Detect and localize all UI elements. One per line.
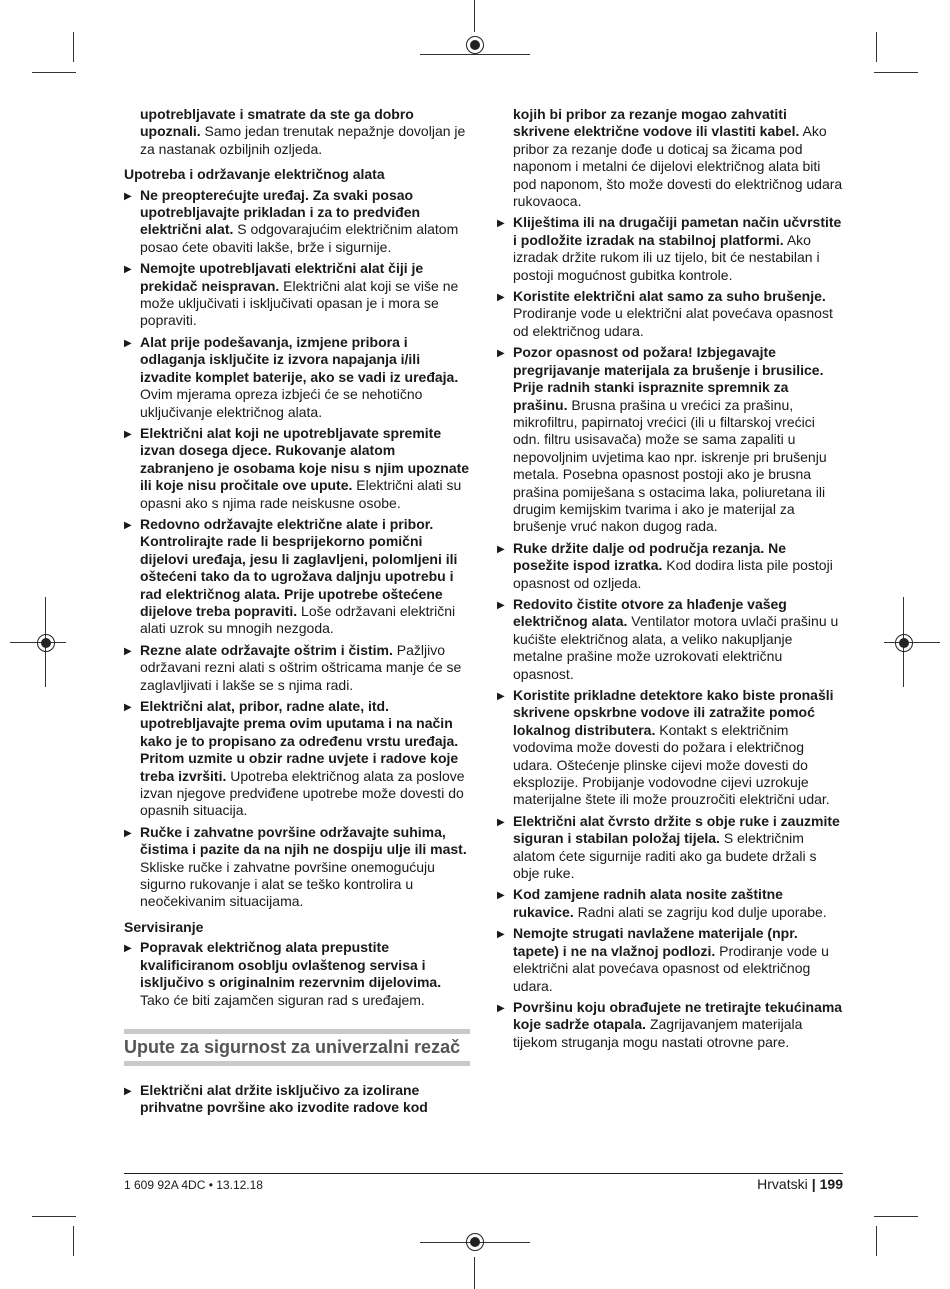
- list-item: ▶ Električni alat, pribor, radne alate, itd. upotrebljavajte prema ovim uputama i na način kako je to propisano za određenu vrstu uređaja. Pritom uzmite u obzir radne uvjete i radove koje treba izvršiti. Upotreba električnog alata za poslove izvan njegove predviđene upotrebe može dovesti do opasnih situacija.: [124, 698, 470, 820]
- page-number: 199: [819, 1176, 843, 1192]
- continuation-paragraph: [124, 106, 470, 158]
- subheading-use-maintenance: Upotreba i održavanje električnog alata: [124, 166, 385, 183]
- language-label: Hrvatski: [757, 1176, 808, 1192]
- page-footer: [757, 1176, 843, 1192]
- list-item: ▶ Koristite prikladne detektore kako biste pronašli skrivene opskrbne vodove ili zatražite pomoć lokalnog distributera. Kontakt s električnim vodovima može dovesti do požara i električnog udara. Oštećenje plinske cijevi može dovesti do eksplozije. Probijanje vodovodne cijevi uzrokuje materijalne štete ili može prouzročiti električni udar.: [497, 687, 843, 809]
- list-item: ▶ Redovno održavajte električne alate i pribor. Kontrolirajte rade li besprijekorno pomični dijelovi uređaja, jesu li zaglavljeni, polomljeni ili oštećeni tako da to ugrožava daljnju upotrebu i rad električnog alata. Prije upotrebe oštećene dijelove treba popraviti. Loše održavani električni alati uzrok su mnogih nezgoda.: [124, 516, 470, 638]
- right-column: [497, 106, 843, 1055]
- list-item: ▶ Nemojte upotrebljavati električni alat čiji je prekidač neispravan. Električni alat koji se više ne može uključivati i isključivati opasan je i mora se popraviti.: [124, 260, 470, 330]
- list-item: ▶ Električni alat koji ne upotrebljavate spremite izvan dosega djece. Rukovanje alatom zabranjeno je osobama koje nisu s njim upoznate ili koje nisu pročitale ove upute. Električni alati su opasni ako s njima rade neiskusne osobe.: [124, 425, 470, 512]
- body-text: Samo jedan trenutak nepažnje dovoljan je za nastanak ozbiljnih ozljeda.: [140, 123, 466, 157]
- registration-mark-icon: [37, 634, 55, 652]
- list-item: ▶ Rezne alate održavajte oštrim i čistim. Pažljivo održavani rezni alati s oštrim oštricama manje će se zaglavljivati i lakše se s njima radi.: [124, 642, 470, 694]
- left-column: [124, 106, 470, 1121]
- document-code: 1 609 92A 4DC • 13.12.18: [124, 1178, 263, 1192]
- list-item: ▶ Redovito čistite otvore za hlađenje vašeg električnog alata. Ventilator motora uvlači prašinu u kućište električnog alata, a veliko nakupljanje metalne prašine može uzrokovati električnu opasnost.: [497, 596, 843, 683]
- registration-mark-icon: [466, 36, 484, 54]
- continuation-paragraph: kojih bi pribor za rezanje mogao zahvatiti skrivene električne vodove ili vlastiti kabel. Ako pribor za rezanje dođe u doticaj sa žicama pod naponom i metalni će dijelovi električnog alata biti pod naponom, što može dovesti do električnog udara rukovaoca.: [513, 106, 843, 210]
- list-item: ▶ Koristite električni alat samo za suho brušenje. Prodiranje vode u električni alat povećava opasnost od električnog udara.: [497, 288, 843, 340]
- list-item: ▶ Popravak električnog alata prepustite kvalificiranom osoblju ovlaštenog servisa i isključivo s originalnim rezervnim dijelovima. Tako će biti zajamčen siguran rad s uređajem.: [124, 939, 470, 1009]
- registration-mark-icon: [466, 1233, 484, 1251]
- section-heading: Upute za sigurnost za univerzalni rezač: [124, 1029, 470, 1066]
- list-item: ▶ Kod zamjene radnih alata nosite zaštitne rukavice. Radni alati se zagriju kod dulje uporabe.: [497, 886, 843, 921]
- list-item: ▶ Pozor opasnost od požara! Izbjegavajte pregrijavanje materijala za brušenje i brusilice. Prije radnih stanki ispraznite spremnik za prašinu. Brusna prašina u vrećici za prašinu, mikrofiltru, papirnatoj vrećici (ili u filtarskoj vrećici odn. filtru usisavača) može se sama zapaliti u nepovoljnim uvjetima kao npr. iskrenje pri brušenju metala. Posebna opasnost postoji ako je brusna prašina pomiješana s ostacima laka, poliuretana ili drugim kemijskim tvarima i ako je materijal za brušenje vruć nakon dugog rada.: [497, 344, 843, 535]
- registration-mark-icon: [895, 634, 913, 652]
- list-item: ▶ Električni alat čvrsto držite s obje ruke i zauzmite siguran i stabilan položaj tijela. S električnim alatom ćete sigurnije raditi ako ga budete držali s obje ruke.: [497, 813, 843, 883]
- list-item: ▶ Površinu koju obrađujete ne tretirajte tekućinama koje sadrže otapala. Zagrijavanjem materijala tijekom struganja mogu nastati otrovne pare.: [497, 999, 843, 1051]
- list-item: ▶ Alat prije podešavanja, izmjene pribora i odlaganja isključite iz izvora napajanja i/ili izvadite komplet baterije, ako se vadi iz uređaja. Ovim mjerama opreza izbjeći će se nehotično uključivanje električnog alata.: [124, 334, 470, 421]
- footer-separator: |: [811, 1176, 816, 1192]
- list-item: ▶ Ručke i zahvatne površine održavajte suhima, čistima i pazite da na njih ne dospiju ulje ili mast. Skliske ručke i zahvatne površine onemogućuju sigurno rukovanje i alat se teško kontrolira u neočekivanim situacijama.: [124, 824, 470, 911]
- subheading-service: Servisiranje: [124, 918, 204, 935]
- list-item: ▶ Kliještima ili na drugačiji pametan način učvrstite i podložite izradak na stabilnoj platformi. Ako izradak držite rukom ili uz tijelo, bit će nestabilan i postoji mogućnost gubitka kontrole.: [497, 214, 843, 284]
- list-item: ▶ Ruke držite dalje od područja rezanja. Ne posežite ispod izratka. Kod dodira lista pile postoji opasnost od ozljeda.: [497, 540, 843, 592]
- list-item: ▶ Električni alat držite isključivo za izolirane prihvatne površine ako izvodite radove kod: [124, 1082, 470, 1117]
- list-item: ▶ Nemojte strugati navlažene materijale (npr. tapete) i ne na vlažnoj podlozi. Prodiranje vode u električni alat povećava opasnost od električnog udara.: [497, 925, 843, 995]
- list-item: ▶ Ne preopterećujte uređaj. Za svaki posao upotrebljavajte prikladan i za to predviđen električni alat. S odgovarajućim električnim alatom posao ćete obaviti lakše, brže i sigurnije.: [124, 187, 470, 257]
- bold-text: upotrebljavate i smatrate da ste ga dobro upoznali.: [140, 106, 414, 140]
- footer-divider: [124, 1173, 843, 1174]
